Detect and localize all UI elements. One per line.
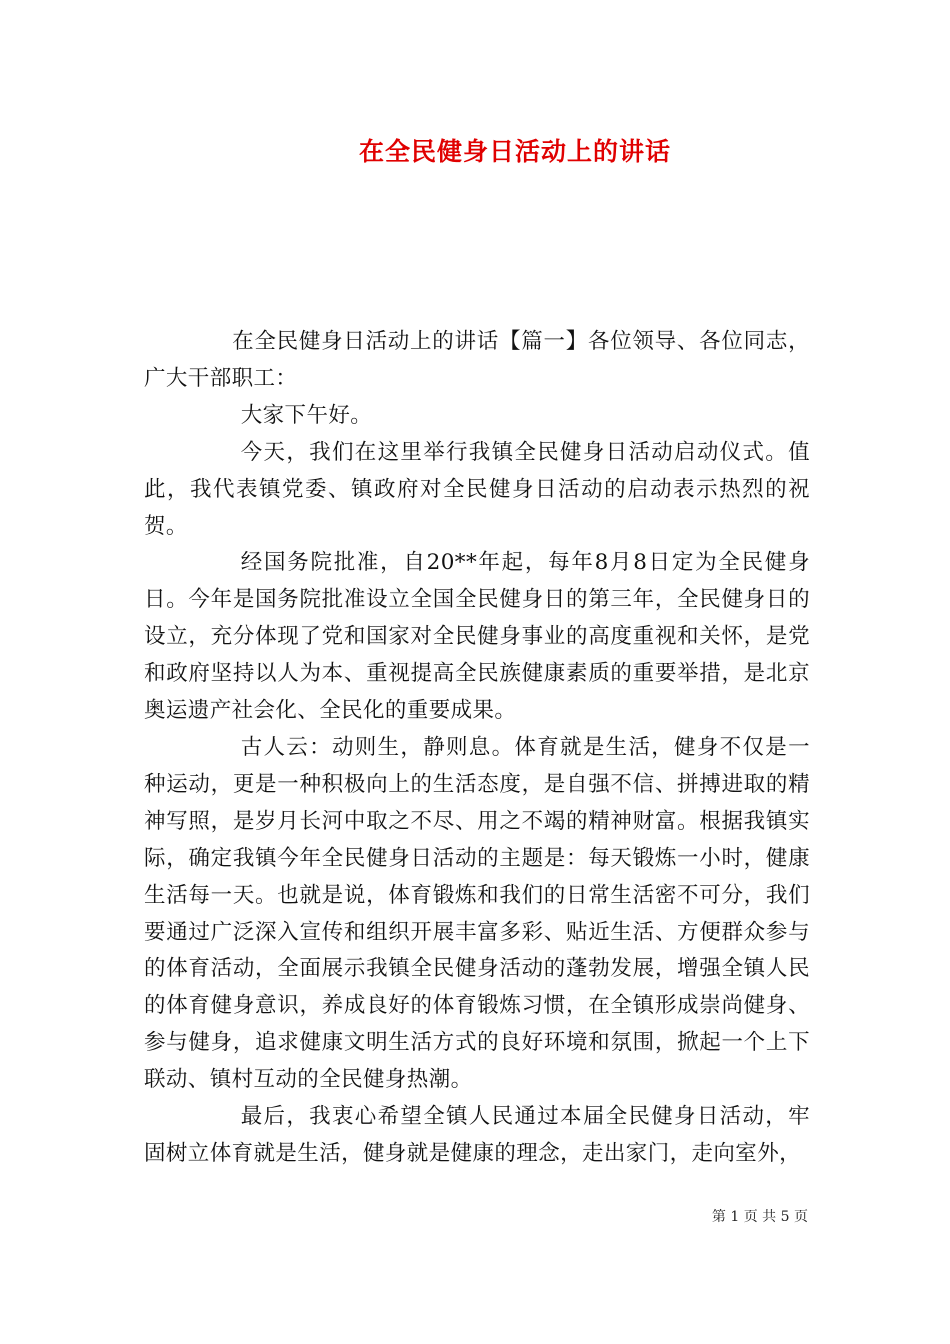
paragraph-opening: 今天，我们在这里举行我镇全民健身日活动启动仪式。值此，我代表镇党委、镇政府对全民健身日活动的启动表示热烈的祝贺。 — [144, 439, 810, 539]
paragraph-theme: 古人云：动则生，静则息。体育就是生活，健身不仅是一种运动，更是一种积极向上的生活态度，是自强不信、拼搏进取的精神写照，是岁月长河中取之不尽、用之不竭的精神财富。根据我镇实际，确定我镇今年全民健身日活动的主题是：每天锻炼一小时，健康生活每一天。也就是说，体育锻炼和我们的日常生活密不可分，我们要通过广泛深入宣传和组织开展丰富多彩、贴近生活、方便群众参与的体育活动，全面展示我镇全民健身活动的蓬勃发展，增强全镇人民的体育健身意识，养成良好的体育锻炼习惯，在全镇形成崇尚健身、参与健身，追求健康文明生活方式的良好环境和氛围，掀起一个上下联动、镇村互动的全民健身热潮。 — [144, 734, 810, 1093]
paragraph-closing: 最后，我衷心希望全镇人民通过本届全民健身日活动，牢固树立体育就是生活，健身就是健康的理念，走出家门，走向室外， — [144, 1104, 810, 1166]
paragraph-greeting: 大家下午好。 — [240, 402, 373, 428]
document-title: 在全民健身日活动上的讲话 — [358, 137, 671, 166]
paragraph-background: 经国务院批准，自20**年起，每年8月8日定为全民健身日。今年是国务院批准设立全国全民健身日的第三年，全民健身日的设立，充分体现了党和国家对全民健身事业的高度重视和关怀，是党和政府坚持以人为本、重视提高全民族健康素质的重要举措，是北京奥运遗产社会化、全民化的重要成果。 — [144, 550, 810, 724]
page-number: 第 1 页 共 5 页 — [711, 1209, 808, 1225]
paragraph-salutation: 在全民健身日活动上的讲话【篇一】各位领导、各位同志，广大干部职工： — [144, 329, 810, 391]
document-body — [144, 324, 810, 1173]
